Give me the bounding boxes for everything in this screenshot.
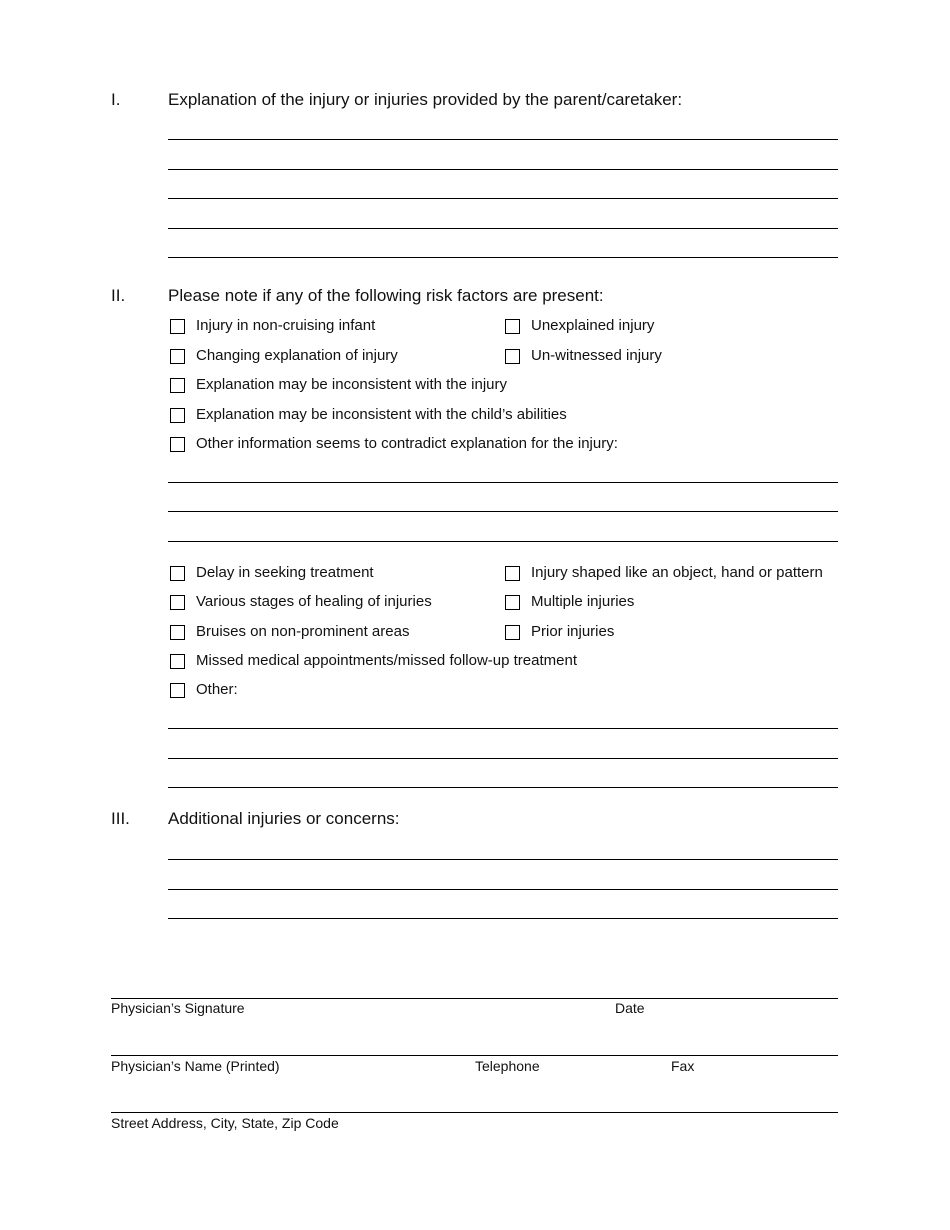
checkbox-bruises[interactable]	[170, 625, 185, 640]
checkbox-inconsistent-abilities[interactable]	[170, 408, 185, 423]
label-bruises: Bruises on non-prominent areas	[196, 623, 410, 640]
label-other: Other:	[196, 681, 238, 698]
explanation-line-5[interactable]	[168, 257, 838, 258]
label-various-stages: Various stages of healing of injuries	[196, 593, 432, 610]
checkbox-inconsistent-injury[interactable]	[170, 378, 185, 393]
concerns-line-3[interactable]	[168, 918, 838, 919]
section-3-numeral: III.	[111, 809, 130, 828]
date-label: Date	[615, 1000, 645, 1016]
name-line[interactable]	[111, 1055, 838, 1056]
checkbox-non-cruising-infant[interactable]	[170, 319, 185, 334]
contradict-line-3[interactable]	[168, 541, 838, 542]
contradict-line-1[interactable]	[168, 482, 838, 483]
other-line-2[interactable]	[168, 758, 838, 759]
checkbox-unexplained-injury[interactable]	[505, 319, 520, 334]
checkbox-changing-explanation[interactable]	[170, 349, 185, 364]
checkbox-multiple-injuries[interactable]	[505, 595, 520, 610]
explanation-line-3[interactable]	[168, 198, 838, 199]
label-missed-appointments: Missed medical appointments/missed follow-up treatment	[196, 652, 577, 669]
physician-signature-label: Physician’s Signature	[111, 1000, 245, 1016]
checkbox-shaped-injury[interactable]	[505, 566, 520, 581]
checkbox-missed-appointments[interactable]	[170, 654, 185, 669]
label-shaped-injury: Injury shaped like an object, hand or pattern	[531, 564, 823, 581]
telephone-label: Telephone	[475, 1058, 540, 1074]
checkbox-prior-injuries[interactable]	[505, 625, 520, 640]
checkbox-delay-treatment[interactable]	[170, 566, 185, 581]
section-2-numeral: II.	[111, 286, 126, 305]
other-line-1[interactable]	[168, 728, 838, 729]
label-inconsistent-abilities: Explanation may be inconsistent with the child’s abilities	[196, 406, 567, 423]
concerns-line-2[interactable]	[168, 889, 838, 890]
label-contradicting-info: Other information seems to contradict explanation for the injury:	[196, 435, 618, 452]
address-line[interactable]	[111, 1112, 838, 1113]
label-multiple-injuries: Multiple injuries	[531, 593, 635, 610]
concerns-line-1[interactable]	[168, 859, 838, 860]
checkbox-contradicting-info[interactable]	[170, 437, 185, 452]
section-3-title: Additional injuries or concerns:	[168, 809, 400, 828]
label-inconsistent-injury: Explanation may be inconsistent with the injury	[196, 376, 508, 393]
section-1-numeral: I.	[111, 90, 121, 109]
signature-line[interactable]	[111, 998, 838, 999]
section-2-title: Please note if any of the following risk factors are present:	[168, 286, 604, 305]
label-non-cruising-infant: Injury in non-cruising infant	[196, 317, 376, 334]
explanation-line-1[interactable]	[168, 139, 838, 140]
section-1-title: Explanation of the injury or injuries provided by the parent/caretaker:	[168, 90, 683, 109]
checkbox-un-witnessed-injury[interactable]	[505, 349, 520, 364]
contradict-line-2[interactable]	[168, 511, 838, 512]
label-unexplained-injury: Unexplained injury	[531, 317, 655, 334]
physician-name-label: Physician’s Name (Printed)	[111, 1058, 280, 1074]
label-changing-explanation: Changing explanation of injury	[196, 347, 398, 364]
address-label: Street Address, City, State, Zip Code	[111, 1115, 339, 1131]
explanation-line-2[interactable]	[168, 169, 838, 170]
checkbox-various-stages[interactable]	[170, 595, 185, 610]
label-prior-injuries: Prior injuries	[531, 623, 615, 640]
fax-label: Fax	[671, 1058, 695, 1074]
other-line-3[interactable]	[168, 787, 838, 788]
label-delay-treatment: Delay in seeking treatment	[196, 564, 374, 581]
label-un-witnessed-injury: Un-witnessed injury	[531, 347, 662, 364]
checkbox-other[interactable]	[170, 683, 185, 698]
explanation-line-4[interactable]	[168, 228, 838, 229]
